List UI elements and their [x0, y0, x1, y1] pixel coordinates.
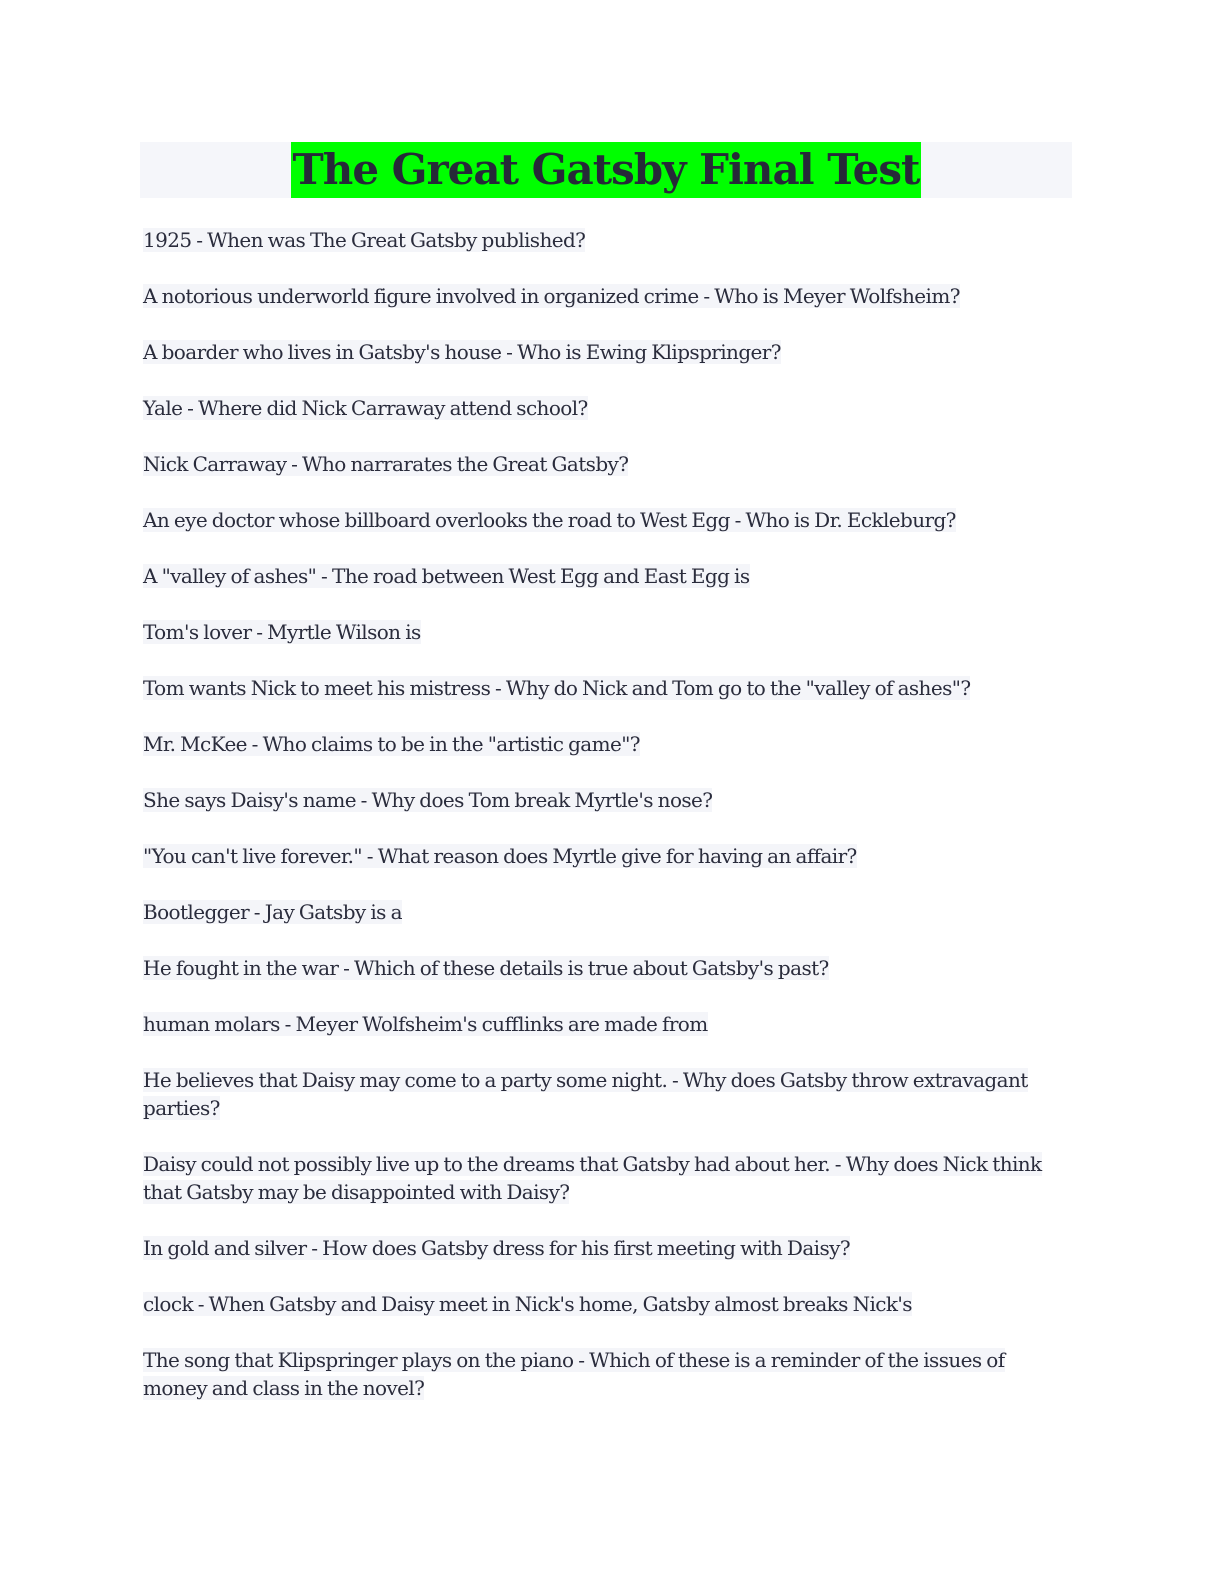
qa-item	[143, 730, 1073, 758]
question-answer-list	[143, 226, 1073, 1430]
qa-text: "You can't live forever." - What reason does Myrtle give for having an affair?	[143, 844, 857, 868]
qa-text: Tom wants Nick to meet his mistress - Why do Nick and Tom go to the "valley of ashes"?	[143, 676, 971, 700]
qa-item	[143, 1066, 1073, 1122]
document-title: The Great Gatsby Final Test	[291, 142, 922, 198]
qa-item	[143, 450, 1073, 478]
qa-text: In gold and silver - How does Gatsby dress for his first meeting with Daisy?	[143, 1236, 850, 1260]
qa-text: human molars - Meyer Wolfsheim's cufflinks are made from	[143, 1012, 708, 1036]
qa-item	[143, 1150, 1073, 1206]
qa-text: Nick Carraway - Who narrarates the Great Gatsby?	[143, 452, 629, 476]
qa-text: clock - When Gatsby and Daisy meet in Nick's home, Gatsby almost breaks Nick's	[143, 1292, 912, 1316]
qa-item	[143, 562, 1073, 590]
qa-text: The song that Klipspringer plays on the piano - Which of these is a reminder of the issues of money and class in the novel?	[143, 1348, 1005, 1400]
qa-text: Mr. McKee - Who claims to be in the "artistic game"?	[143, 732, 640, 756]
qa-text: He believes that Daisy may come to a party some night. - Why does Gatsby throw extravagant parties?	[143, 1068, 1028, 1120]
title-band	[140, 142, 1072, 198]
qa-text: A boarder who lives in Gatsby's house - Who is Ewing Klipspringer?	[143, 340, 781, 364]
qa-item	[143, 1234, 1073, 1262]
qa-text: A "valley of ashes" - The road between West Egg and East Egg is	[143, 564, 750, 588]
qa-text: He fought in the war - Which of these details is true about Gatsby's past?	[143, 956, 829, 980]
qa-item	[143, 786, 1073, 814]
qa-item	[143, 618, 1073, 646]
qa-item	[143, 282, 1073, 310]
qa-item	[143, 1010, 1073, 1038]
qa-item	[143, 954, 1073, 982]
qa-item	[143, 1290, 1073, 1318]
qa-text: She says Daisy's name - Why does Tom break Myrtle's nose?	[143, 788, 713, 812]
qa-text: A notorious underworld figure involved in organized crime - Who is Meyer Wolfsheim?	[143, 284, 960, 308]
qa-item	[143, 394, 1073, 422]
qa-item	[143, 898, 1073, 926]
qa-item	[143, 1346, 1073, 1402]
qa-item	[143, 506, 1073, 534]
qa-item	[143, 674, 1073, 702]
qa-text: 1925 - When was The Great Gatsby published?	[143, 228, 586, 252]
qa-text: Tom's lover - Myrtle Wilson is	[143, 620, 421, 644]
qa-text: Yale - Where did Nick Carraway attend school?	[143, 396, 588, 420]
qa-text: Bootlegger - Jay Gatsby is a	[143, 900, 402, 924]
qa-text: Daisy could not possibly live up to the dreams that Gatsby had about her. - Why does Nick think that Gatsby may be disappointed with Daisy?	[143, 1152, 1042, 1204]
qa-item	[143, 226, 1073, 254]
qa-text: An eye doctor whose billboard overlooks the road to West Egg - Who is Dr. Eckleburg?	[143, 508, 956, 532]
qa-item	[143, 338, 1073, 366]
qa-item	[143, 842, 1073, 870]
